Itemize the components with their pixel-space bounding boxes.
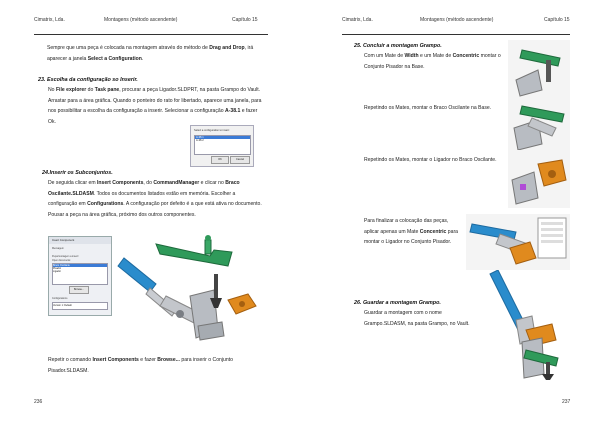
paragraph-final-concentric: Para finalizar a colocação das peças, aplicar apenas um Mate Concentric para montar o Ligador no Conjunto Pisador. xyxy=(364,218,459,245)
header-right: Capítulo 15 xyxy=(232,17,258,23)
dialog-cancel-button[interactable]: Cancel xyxy=(230,156,250,164)
paragraph-mates-arm: Repetindo os Mates, montar o Braco Oscilante na Base. xyxy=(364,105,492,111)
paragraph-repeat-insert: Repetir o comando Insert Components e fazer Browse... para inserir o Conjunto Pisador.SLDASM. xyxy=(48,357,233,374)
dialog-config-list[interactable] xyxy=(194,135,251,155)
heading-step-23: 23. Escolha da configuração so Inserir. xyxy=(38,77,138,83)
page-number-right: 237 xyxy=(562,399,571,405)
panel-section-insert: Peça/montagem a inserir xyxy=(52,255,79,258)
heading-step-26: 26. Guardar a montagem Grampo. xyxy=(354,300,441,306)
heading-step-25: 25. Concluir a montagem Grampo. xyxy=(354,43,442,49)
arm-base-image xyxy=(508,98,570,152)
insert-component-panel xyxy=(48,236,112,316)
header-center: Montagens (método ascendente) xyxy=(104,17,178,23)
header-left: Cimatrix, Lda. xyxy=(34,17,65,23)
base-bracket xyxy=(190,290,224,340)
final-mate-image xyxy=(466,214,570,270)
open-document-item[interactable]: Ligador xyxy=(53,270,61,273)
paragraph-step-23: No File explorer do Task pane, procurar a peça Ligador.SLDPRT, na pasta Grampo do Vault. Arrastar para a área gráfica. Quando o ponteiro do rato for libertado, aparece uma janela, para nos possibilitar a escolha da configuração a inserir. Selecionar a configuração A-38.1 e fazer Ok. xyxy=(48,87,262,125)
dialog-config-item[interactable]: A-38.2 xyxy=(196,139,204,142)
panel-config-label: Configurations xyxy=(52,297,68,300)
config-select[interactable]: Version 1: Default xyxy=(52,302,108,310)
panel-open-docs-label: Open documents: xyxy=(52,259,71,262)
header-center: Montagens (método ascendente) xyxy=(420,17,494,23)
paragraph-mates-link: Repetindo os Mates, montar o Ligador no Braco Oscilante. xyxy=(364,157,497,163)
header-left: Cimatrix, Lda. xyxy=(342,17,373,23)
header-rule xyxy=(34,34,268,35)
header-right: Capítulo 15 xyxy=(544,17,570,23)
heading-step-24: 24.Inserir os Subconjuntos. xyxy=(42,170,113,176)
panel-section-message: Mensagem xyxy=(52,247,64,250)
exploded-assembly-image xyxy=(110,226,268,346)
browse-button[interactable]: Browse... xyxy=(69,286,89,294)
paragraph-step-24: De seguida clicar em Insert Components, do CommandManager e clicar no Braco Oscilante.SLDASM. Todos os documentos listados estão em memória. Escolher a configuração em Configurations. A configuração por defeito é a que está ativa no documento. Pousar a peça na área gráfica, próximo dos outros componentes. xyxy=(48,180,262,218)
right-page xyxy=(300,0,600,424)
paragraph-step-26: Guardar a montagem com o nome Grampo.SLDASM, na pasta Grampo, no Vault. xyxy=(364,310,470,327)
orange-link xyxy=(228,294,256,314)
link-arm-image xyxy=(508,150,570,208)
open-document-item[interactable]: Braco Oscilante xyxy=(53,264,107,267)
dialog-config-item[interactable]: A-38.1 xyxy=(195,136,250,139)
panel-title: Insert Component xyxy=(49,237,111,244)
final-assembly-image xyxy=(482,270,570,382)
paragraph-drag-drop: Sempre que uma peça é colocada na montagem através do método de Drag and Drop, irá aparecer a janela Select a Configuration. xyxy=(47,45,254,62)
paragraph-step-25: Com um Mate de Width e um Mate de Concentric montar o Conjunto Pisador na Base. xyxy=(364,53,501,70)
select-configuration-dialog xyxy=(190,125,254,167)
open-document-item[interactable]: Pisador xyxy=(53,267,62,270)
page-number-left: 236 xyxy=(34,399,43,405)
pisador-base-image xyxy=(508,40,570,98)
header-rule xyxy=(342,34,570,35)
dialog-ok-button[interactable]: OK xyxy=(211,156,229,164)
open-documents-list[interactable] xyxy=(52,263,108,285)
green-clamp-arm xyxy=(156,235,232,266)
dialog-title: Select a configuration to insert: xyxy=(194,129,230,132)
